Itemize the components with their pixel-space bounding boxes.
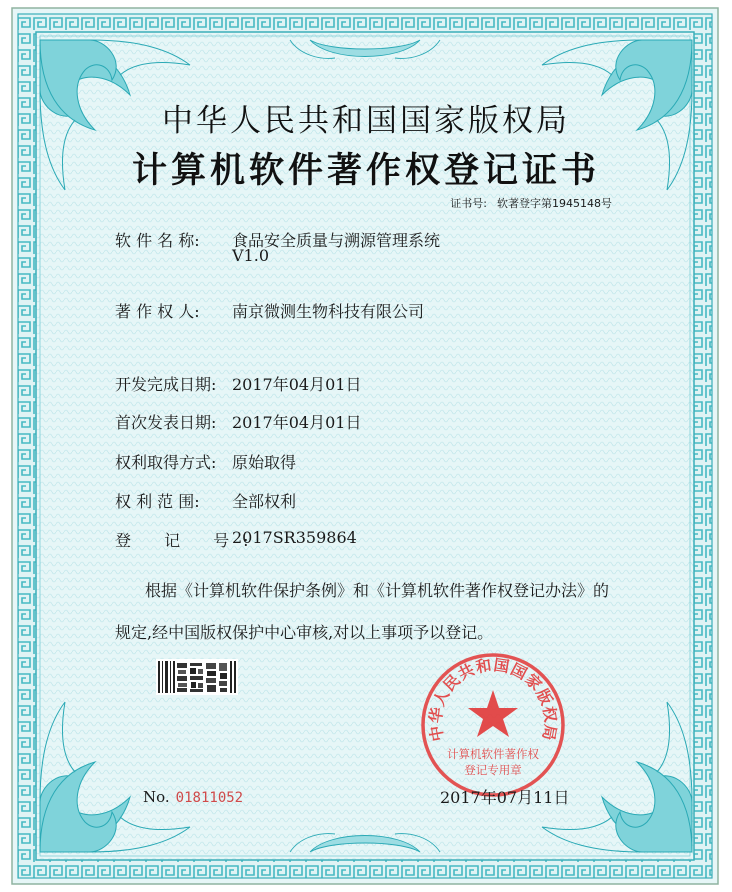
field-label-software-name: 软 件 名 称: bbox=[115, 231, 200, 250]
field-value-registration-number: 2017SR359864 bbox=[232, 528, 357, 547]
issuer-heading: 中华人民共和国国家版权局 bbox=[162, 103, 570, 139]
field-value-completion-date: 2017年04月01日 bbox=[232, 375, 362, 394]
paragraph-line-1: 根据《计算机软件保护条例》和《计算机软件著作权登记办法》的 bbox=[145, 581, 610, 600]
field-value-copyright-owner: 南京微测生物科技有限公司 bbox=[232, 302, 425, 321]
field-value-rights-scope: 全部权利 bbox=[232, 492, 297, 511]
serial-number bbox=[143, 788, 243, 806]
seal-outer-text: 中华人民共和国国家版权局 bbox=[426, 656, 560, 743]
official-seal bbox=[418, 650, 568, 800]
certificate-number bbox=[450, 195, 612, 211]
field-label-rights-scope: 权 利 范 围: bbox=[115, 492, 200, 511]
field-label-copyright-owner: 著 作 权 人: bbox=[115, 302, 200, 321]
field-value-software-name: 食品安全质量与溯源管理系统 bbox=[232, 231, 441, 250]
issue-date: 2017年07月11日 bbox=[440, 788, 570, 807]
field-value-acquisition-method: 原始取得 bbox=[232, 453, 297, 472]
serial-value: 01811052 bbox=[175, 790, 244, 806]
seal-inner-line-1: 计算机软件著作权 bbox=[447, 747, 539, 761]
certificate-number-value: 软著登字第1945148号 bbox=[497, 197, 612, 210]
serial-label: No. bbox=[143, 788, 170, 806]
field-label-publish-date: 首次发表日期: bbox=[115, 413, 217, 432]
field-label-acquisition-method: 权利取得方式: bbox=[115, 453, 217, 472]
seal-star-icon bbox=[468, 690, 518, 737]
certificate-number-label: 证书号: bbox=[450, 197, 487, 210]
barcode-image bbox=[156, 659, 238, 695]
certificate-title: 计算机软件著作权登记证书 bbox=[131, 151, 600, 191]
field-label-completion-date: 开发完成日期: bbox=[115, 375, 217, 394]
paragraph-line-2: 规定,经中国版权保护中心审核,对以上事项予以登记。 bbox=[115, 623, 494, 642]
field-label-registration-number: 登 记 号: bbox=[115, 531, 263, 550]
field-value-publish-date: 2017年04月01日 bbox=[232, 413, 362, 432]
field-value-software-version: V1.0 bbox=[232, 246, 269, 265]
seal-inner-line-2: 登记专用章 bbox=[464, 763, 522, 777]
